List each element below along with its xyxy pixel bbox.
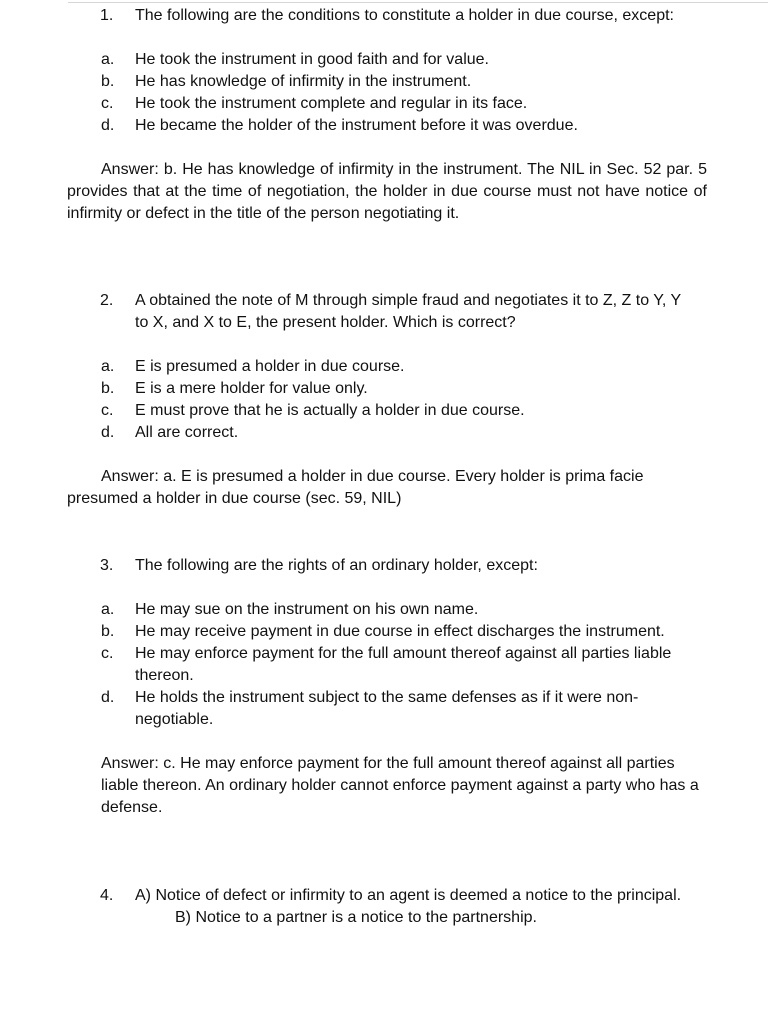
page-top-rule: [68, 2, 768, 3]
option-b: [0, 378, 768, 400]
question-number: 2.: [100, 292, 114, 309]
option-text: E must prove that he is actually a holder in due course.: [135, 402, 525, 419]
question-number: 1.: [100, 7, 114, 24]
option-text: He has knowledge of infirmity in the instrument.: [135, 73, 472, 90]
option-letter: a.: [101, 358, 115, 375]
option-letter: d.: [101, 689, 115, 706]
option-letter: c.: [101, 645, 114, 662]
option-text: He took the instrument in good faith and for value.: [135, 51, 489, 68]
option-letter: c.: [101, 95, 114, 112]
option-letter: d.: [101, 117, 115, 134]
option-text: He holds the instrument subject to the same defenses as if it were non-negotiable.: [135, 689, 639, 728]
option-d: [0, 687, 768, 731]
options-list: [0, 599, 768, 731]
question-1: [0, 5, 768, 225]
option-c: [0, 93, 768, 115]
option-text: All are correct.: [135, 424, 239, 441]
answer-block: [0, 159, 768, 225]
option-text: He took the instrument complete and regular in its face.: [135, 95, 528, 112]
option-letter: b.: [101, 73, 115, 90]
question-subtext: B) Notice to a partner is a notice to the partnership.: [175, 909, 537, 926]
option-letter: d.: [101, 424, 115, 441]
answer-text: Answer: b. He has knowledge of infirmity in the instrument. The NIL in Sec. 52 par. 5 provides that at the time of negotiation, the holder in due course must not have notice of infirmity or defect in the title of the person negotiating it.: [67, 161, 707, 222]
option-letter: a.: [101, 601, 115, 618]
options-list: [0, 356, 768, 444]
option-b: [0, 71, 768, 93]
question-number: 4.: [100, 887, 114, 904]
option-text: He became the holder of the instrument before it was overdue.: [135, 117, 578, 134]
answer-block: [0, 466, 768, 510]
option-a: [0, 49, 768, 71]
question-stem: [0, 290, 768, 334]
option-a: [0, 599, 768, 621]
option-d: [0, 422, 768, 444]
option-letter: a.: [101, 51, 115, 68]
option-c: [0, 643, 768, 687]
question-3: [0, 555, 768, 819]
option-text: He may enforce payment for the full amount thereof against all parties liable thereon.: [135, 645, 672, 684]
question-4: [0, 885, 768, 929]
question-text: The following are the rights of an ordinary holder, except:: [135, 557, 538, 574]
option-text: He may receive payment in due course in effect discharges the instrument.: [135, 623, 665, 640]
question-text: The following are the conditions to constitute a holder in due course, except:: [135, 7, 674, 24]
answer-text: Answer: a. E is presumed a holder in due course. Every holder is prima facie presumed a holder in due course (sec. 59, NIL): [67, 468, 644, 507]
option-a: [0, 356, 768, 378]
answer-text: Answer: c. He may enforce payment for the full amount thereof against all parties liable thereon. An ordinary holder cannot enforce payment against a party who has a defense.: [101, 755, 699, 816]
question-text: A obtained the note of M through simple fraud and negotiates it to Z, Z to Y, Y to X, and X to E, the present holder. Which is correct?: [135, 292, 681, 331]
option-letter: b.: [101, 623, 115, 640]
answer-block: [0, 753, 768, 819]
option-text: E is a mere holder for value only.: [135, 380, 368, 397]
options-list: [0, 49, 768, 137]
option-c: [0, 400, 768, 422]
question-number: 3.: [100, 557, 114, 574]
option-text: E is presumed a holder in due course.: [135, 358, 405, 375]
option-text: He may sue on the instrument on his own name.: [135, 601, 479, 618]
option-b: [0, 621, 768, 643]
question-text: A) Notice of defect or infirmity to an agent is deemed a notice to the principal.: [135, 887, 682, 904]
option-letter: c.: [101, 402, 114, 419]
question-stem: [0, 555, 768, 577]
question-2: [0, 290, 768, 510]
question-stem: [0, 885, 768, 907]
option-d: [0, 115, 768, 137]
question-stem: [0, 5, 768, 27]
option-letter: b.: [101, 380, 115, 397]
